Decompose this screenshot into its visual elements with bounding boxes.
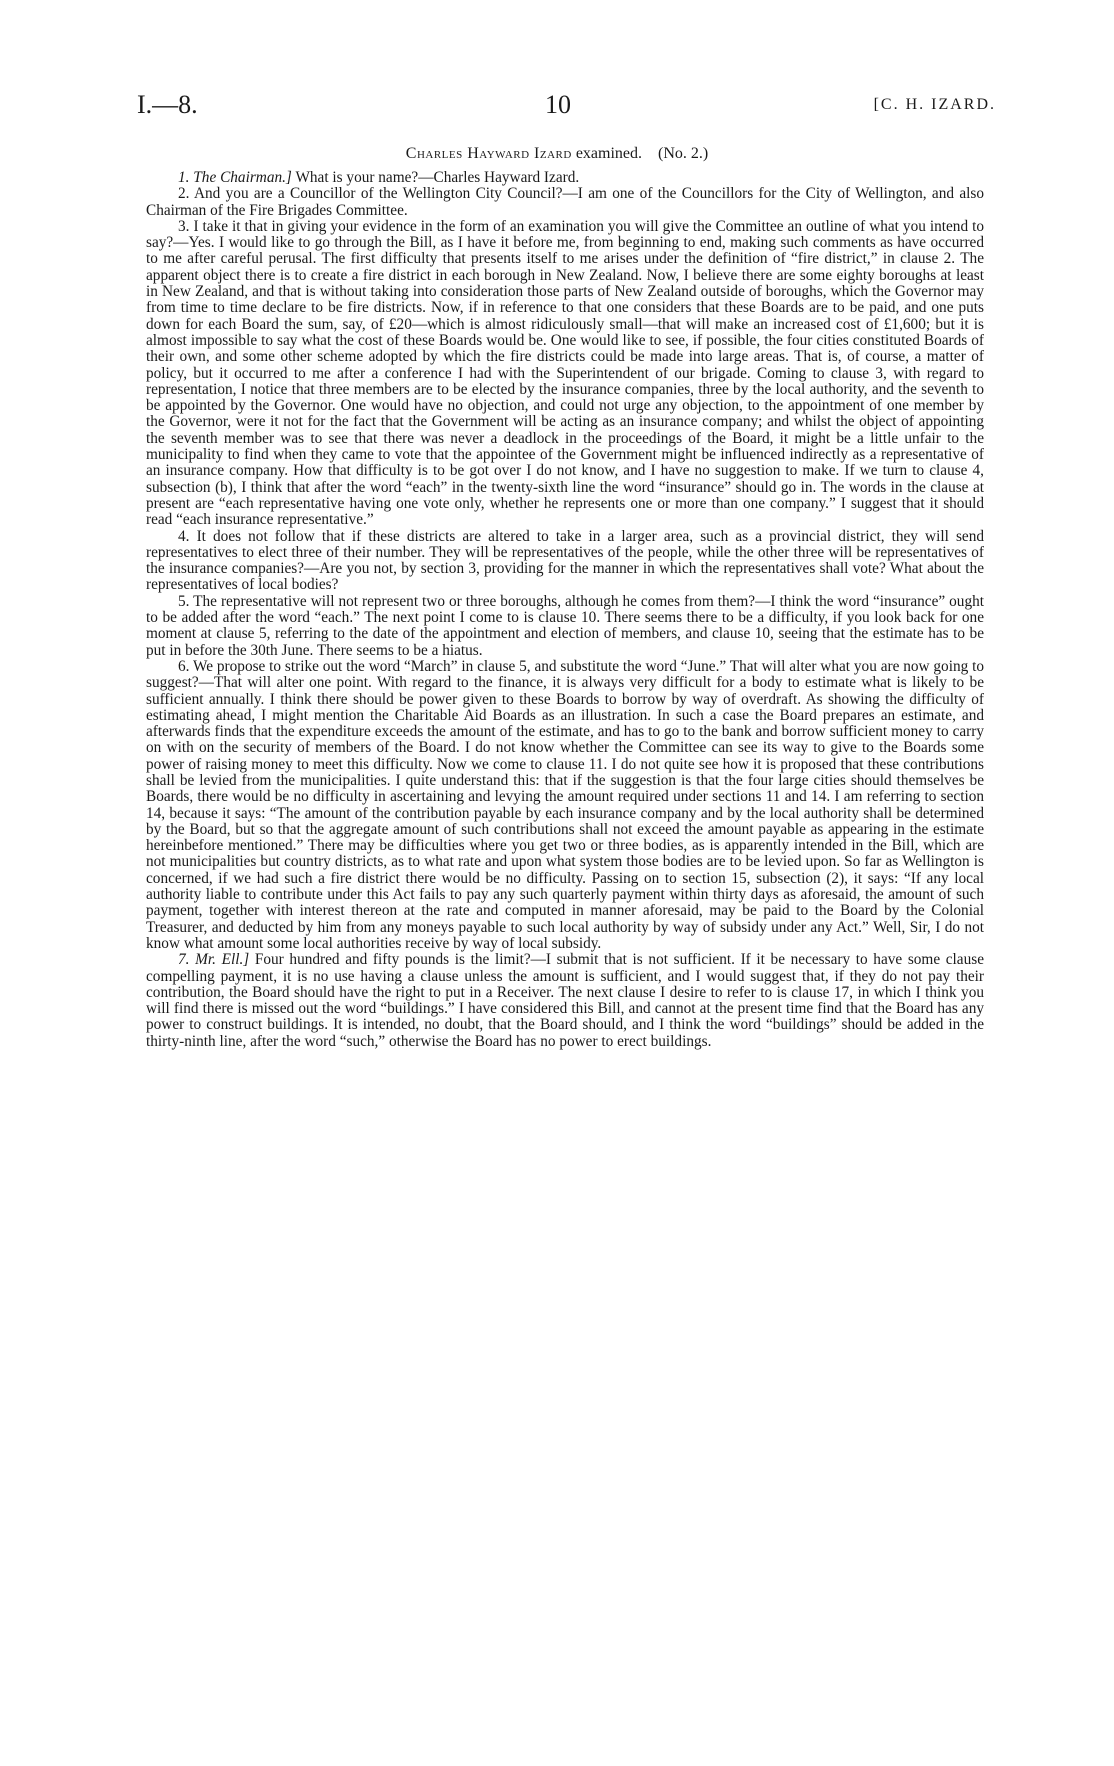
paragraph [146, 952, 984, 1050]
paragraph-text: What is your name?—Charles Hayward Izard. [291, 169, 580, 186]
speaker-label: 7. Mr. Ell.] [178, 951, 250, 969]
paragraph-text: 2. And you are a Councillor of the Wellington City Council?—I am one of the Councillors for the City of Wellington, and also Chairman of the Fire Brigades Committee. [146, 185, 984, 219]
paragraph-text: Four hundred and fifty pounds is the limit?—I submit that is not sufficient. If it be necessary to have some clause compelling payment, it is no use having a clause unless the amount is sufficient, and I would suggest that, if they do not pay their contribution, the Board should have the right to put in a Receiver. The next clause I desire to refer to is clause 17, in which I think you will find there is missed out the word “buildings.” I have considered this Bill, and cannot at the present time find that the Board has any power to construct buildings. It is intended, no doubt, that the Board should, and I think the word “buildings” should be added in the thirty-ninth line, after the word “such,” otherwise the Board has no power to erect buildings. [146, 951, 984, 1050]
paragraph [146, 170, 984, 186]
speaker-label: 1. The Chairman.] [178, 169, 292, 186]
paragraph-text: 6. We propose to strike out the word “March” in clause 5, and substitute the word “June.” That will alter what you are now going to suggest?—That will alter one point. With regard to the finance, it is always very difficult for a body to estimate what is likely to be sufficient annually. I think there should be power given to these Boards to borrow by way of overdraft. As showing the difficulty of estimating ahead, I might mention the Charitable Aid Boards as an illustration. In such a case the Board prepares an estimate, and afterwards finds that the expenditure exceeds the amount of the estimate, and has to go to the bank and borrow sufficient money to carry on with on the security of members of the Board. I do not know whether the Committee can see its way to give to the Boards some power of raising money to meet this difficulty. Now we come to clause 11. I do not quite see how it is proposed that these contributions shall be levied from the municipalities. I quite understand this: that if the suggestion is that the four large cities should themselves be Boards, there would be no difficulty in ascertaining and levying the amount required under sections 11 and 14. I am referring to section 14, because it says: “The amount of the contribution payable by each insurance company and by the local authority shall be determined by the Board, but so that the aggregate amount of such contributions shall not exceed the amount payable as appearing in the estimate hereinbefore mentioned.” There may be difficulties where you get two or three bodies, as is apparently intended in the Bill, which are not municipalities but country districts, as to what rate and upon what system those bodies are to be levied upon. So far as Wellington is concerned, if we had such a fire district there would be no difficulty. Passing on to section 15, subsection (2), it says: “If any local authority liable to contribute under this Act fails to pay any such quarterly payment within thirty days as aforesaid, the amount of such payment, together with interest thereon at the rate and computed in manner aforesaid, may be paid to the Board by the Colonial Treasurer, and deducted by him from any moneys payable to such local authority by way of subsidy under any Act.” Well, Sir, I do not know what amount some local authorities receive by way of local subsidy. [146, 657, 984, 952]
paragraph [146, 659, 984, 952]
page-header [0, 90, 1114, 130]
document-reference: I.—8. [137, 90, 198, 119]
paragraph-text: 5. The representative will not represent two or three boroughs, although he comes from them?—I think the word “insurance” ought to be added after the word “each.” The next point I come to is clause 10. There seems there to be a difficulty, if you look back for one moment at clause 5, referring to the date of the appointment and election of members, and clause 10, seeing that the estimate has to be put in before the 30th June. There seems to be a hiatus. [146, 592, 984, 659]
examination-number: (No. 2.) [658, 145, 709, 162]
examined-label: examined. [575, 145, 643, 162]
running-head: [C. H. IZARD. [873, 96, 996, 113]
page-number: 10 [545, 90, 571, 119]
paragraph [146, 529, 984, 594]
witness-name: Charles Hayward Izard [405, 145, 572, 162]
paragraph [146, 219, 984, 529]
section-title [0, 145, 1114, 163]
paragraph-text: 3. I take it that in giving your evidence in the form of an examination you will give the Committee an outline of what you intend to say?—Yes. I would like to go through the Bill, as I have it before me, from beginning to end, making such comments as have occurred to me after careful perusal. The first difficulty that presents itself to me arises under the definition of “fire district,” in clause 2. The apparent object there is to create a fire district in each borough in New Zealand. Now, I believe there are some eighty boroughs at least in New Zealand, and that is without taking into consideration those parts of New Zealand outside of boroughs, which the Governor may from time to time declare to be fire districts. Now, if in reference to that one considers that these Boards are to be paid, and one puts down for each Board the sum, say, of £20—which is almost ridiculously small—that will make an increased cost of £1,600; but it is almost impossible to say what the cost of these Boards would be. One would like to see, if possible, the four cities constituted Boards of their own, and some other scheme adopted by which the fire districts could be made into large areas. That is, of course, a matter of policy, but it occurred to me after a conference I had with the Superintendent of our brigade. Coming to clause 3, with regard to representation, I notice that three members are to be elected by the insurance companies, three by the local authority, and the seventh to be appointed by the Governor. One would have no objection, and could not urge any objection, to the appointment of one member by the Governor, were it not for the fact that the Government will be acting as an insurance company; and whilst the object of appointing the seventh member was to see that there was never a deadlock in the proceedings of the Board, it might be a little unfair to the municipality to find when they came to vote that the appointee of the Government might be influenced indirectly as a representative of an insurance company. How that difficulty is to be got over I do not know, and I have no suggestion to make. If we turn to clause 4, subsection (b), I think that after the word “each” in the twenty-sixth line the word “insurance” should go in. The words in the clause at present are “each representative having one vote only, whether he represents one or more than one company.” I suggest that it should read “each insurance representative.” [146, 217, 984, 529]
paragraph-text: 4. It does not follow that if these districts are altered to take in a larger area, such as a provincial district, they will send representatives to elect three of their number. They will be representatives of the people, while the other three will be representatives of the insurance companies?—Are you not, by section 3, providing for the manner in which the representatives shall vote? What about the representatives of local bodies? [146, 527, 984, 594]
paragraph [146, 594, 984, 659]
document-body [146, 170, 984, 1050]
paragraph [146, 186, 984, 219]
